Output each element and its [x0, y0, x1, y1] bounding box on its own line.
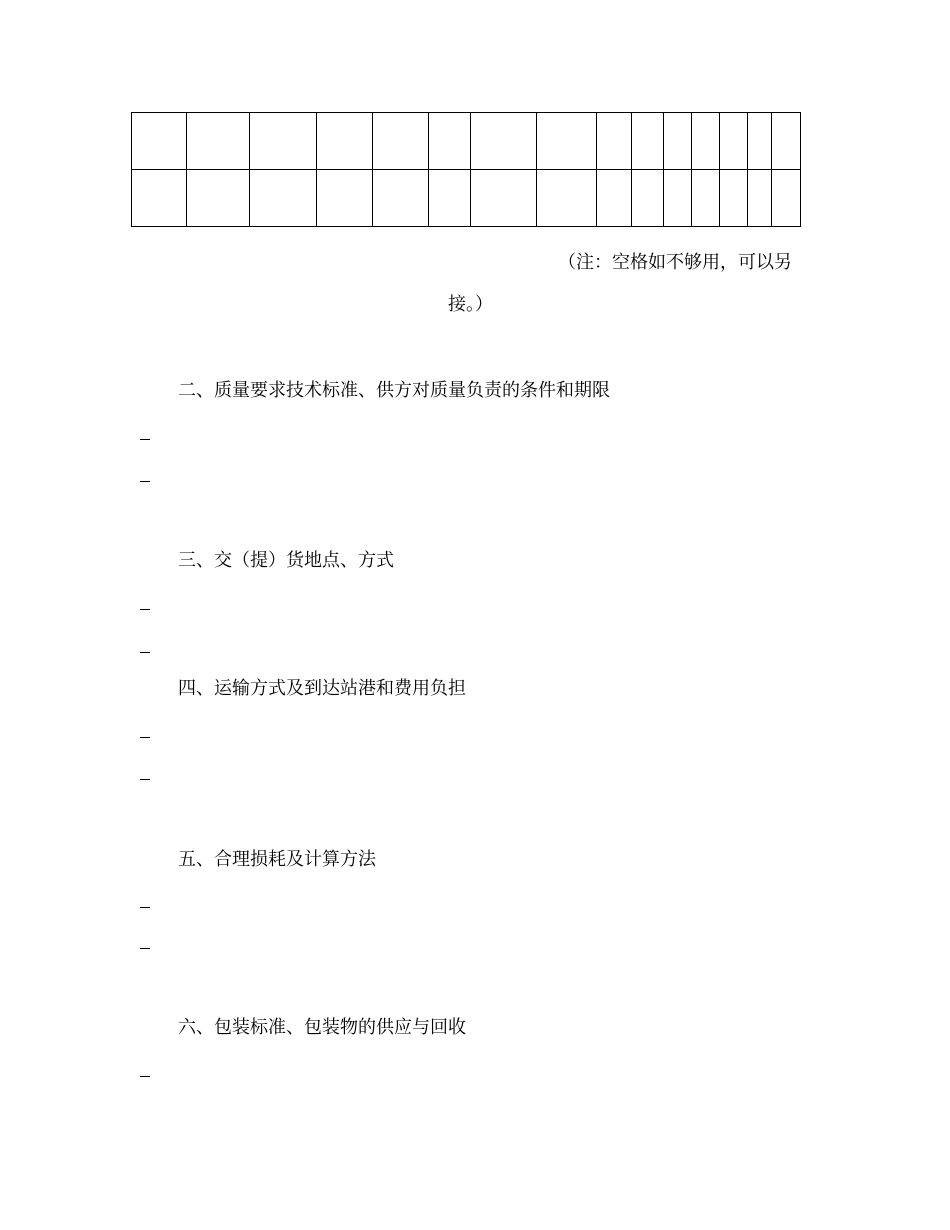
table-cell	[537, 170, 597, 227]
table-cell	[597, 170, 632, 227]
blank-line	[140, 948, 150, 949]
table-note-line-2: 接。）	[448, 294, 493, 315]
table-cell	[537, 113, 597, 170]
table-cell	[187, 113, 250, 170]
table-cell	[317, 113, 373, 170]
table-cell	[772, 113, 801, 170]
blank-line	[140, 1076, 150, 1077]
section-packaging-heading: 六、包装标准、包装物的供应与回收	[178, 1017, 466, 1038]
table-cell	[720, 113, 748, 170]
blank-line	[140, 737, 150, 738]
table-note-line-1: （注：空格如不够用，可以另	[558, 252, 792, 273]
table-row	[132, 113, 801, 170]
section-delivery-heading: 三、交（提）货地点、方式	[178, 550, 394, 571]
table-cell	[720, 170, 748, 227]
table-cell	[748, 113, 772, 170]
table-cell	[471, 170, 537, 227]
table-cell	[471, 113, 537, 170]
table-cell	[132, 113, 187, 170]
table-cell	[692, 113, 720, 170]
table-cell	[373, 170, 429, 227]
table-cell	[597, 113, 632, 170]
table-cell	[429, 170, 471, 227]
table-cell	[664, 113, 692, 170]
table-cell	[632, 170, 664, 227]
table-cell	[772, 170, 801, 227]
table-cell	[132, 170, 187, 227]
table-row	[132, 170, 801, 227]
table-cell	[250, 113, 317, 170]
section-loss-heading: 五、合理损耗及计算方法	[178, 849, 376, 870]
blank-line	[140, 481, 150, 482]
blank-line	[140, 907, 150, 908]
table-cell	[373, 113, 429, 170]
section-quality-heading: 二、质量要求技术标准、供方对质量负责的条件和期限	[178, 380, 610, 401]
table-cell	[187, 170, 250, 227]
blank-line	[140, 652, 150, 653]
table-cell	[632, 113, 664, 170]
table-cell	[317, 170, 373, 227]
table-cell	[664, 170, 692, 227]
blank-line	[140, 779, 150, 780]
blank-line	[140, 439, 150, 440]
goods-table	[131, 112, 801, 227]
table-cell	[250, 170, 317, 227]
table-cell	[692, 170, 720, 227]
blank-line	[140, 609, 150, 610]
table-cell	[429, 113, 471, 170]
table-cell	[748, 170, 772, 227]
section-transport-heading: 四、运输方式及到达站港和费用负担	[178, 678, 466, 699]
